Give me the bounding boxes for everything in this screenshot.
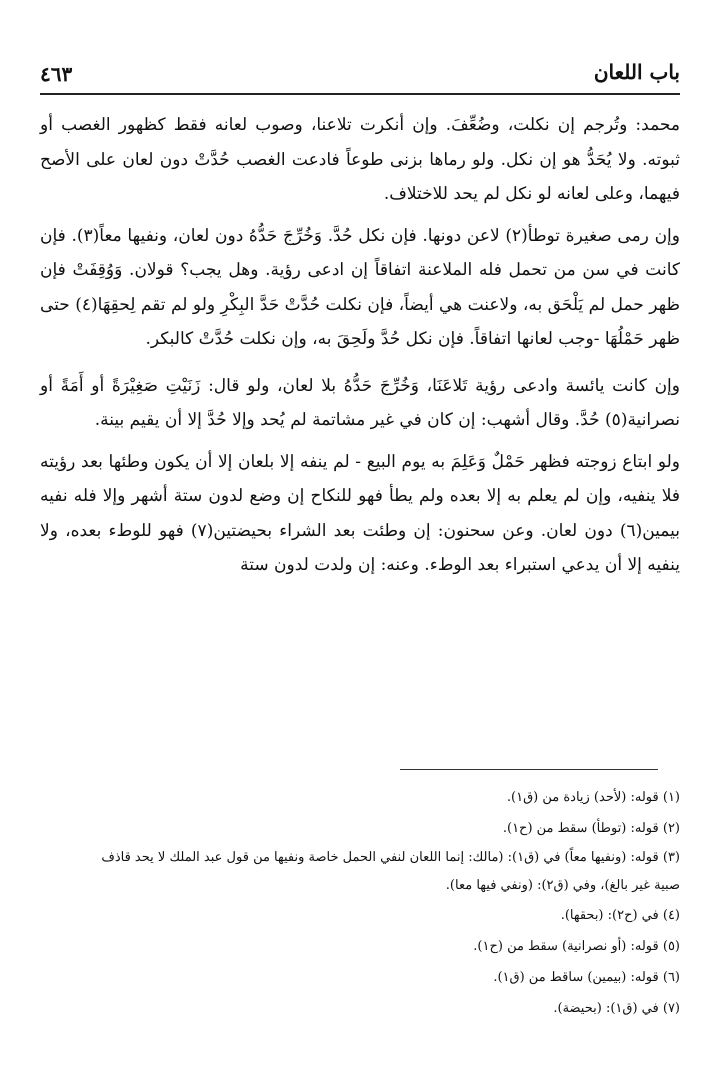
footnote: (١) قوله: (لأحد) زيادة من (ق١). (506, 790, 680, 805)
footnote: (٤) في (ح٢): (بحقها). (560, 908, 680, 923)
footnotes (40, 782, 680, 1024)
footnote: (٥) قوله: (أو نصرانية) سقط من (ح١). (473, 939, 680, 954)
page-header (40, 60, 680, 88)
footnote: (٢) قوله: (توطأ) سقط من (ح١). (502, 821, 680, 836)
main-text (40, 108, 680, 590)
page-number: ٤٦٣ (40, 62, 73, 86)
paragraph: وإن رمى صغيرة توطأ(٢) لاعن دونها. فإن نكل حُدَّ. وَخُرِّجَ حَدُّهُ دون لعان، ونفيها معاً(٣). فإن كانت في سن من تحمل فله الملاعنة اتفاقاً إن ادعى رؤية. وهل يجب؟ قولان. وَوُقِفَتْ فإن ظهر حمل لم يَلْحَق به، ولاعنت هي أيضاً، فإن نكلت حُدَّتْ حَدَّ البِكْرِ ولو لم تقم لِحقِهَا(٤) حتى ظهر حَمْلُهَا -وجب لعانها اتفاقاً. فإن نكل حُدَّ ولَحِقَ به، وإن نكلت حُدَّتْ كالبكر. (40, 225, 680, 349)
paragraph: وإن كانت يائسة وادعى رؤية تَلاعَنَا، وَخُرِّجَ حَدُّهُ بلا لعان، ولو قال: زَنَيْتِ صَغِيْرَةً أو أَمَةً أو نصرانية(٥) حُدَّ. وقال أشهب: إن كان في غير مشاتمة لم يُحد وإلا حُدَّ إلا أن يقيم بينة. (40, 375, 680, 430)
footnote: (٧) في (ق١): (بحيضة). (553, 1001, 680, 1016)
header-rule (40, 93, 680, 95)
footnote-continuation: صبية غير بالغ)، وفي (ق٢): (ونفي فيها معا). (445, 878, 680, 893)
footnote-separator (400, 769, 658, 770)
footnote: (٦) قوله: (بيمين) ساقط من (ق١). (493, 970, 680, 985)
paragraph: ولو ابتاع زوجته فظهر حَمْلٌ وَعَلِمَ به يوم البيع - لم ينفه إلا بلعان إلا أن يكون وطئها بعد رؤيته فلا ينفيه، وإن لم يعلم به إلا بعده ولم يطأ فهو للنكاح إن وضع لدون ستة أشهر وإلا فله نفيه بيمين(٦) دون لعان. وعن سحنون: إن وطئت بعد الشراء بحيضتين(٧) فهو للوطء بعده، ولا ينفيه إلا أن يدعي استبراء بعد الوطء. وعنه: إن ولدت لدون ستة (40, 451, 680, 575)
running-title: باب اللعان (593, 60, 680, 84)
paragraph: محمد: وتُرجم إن نكلت، وضُعِّفَ. وإن أنكرت تلاعنا، وصوب لعانه فقط كظهور الغصب أو ثبوته. ولا يُحَدُّ هو إن نكل. ولو رماها بزنى طوعاً فادعت الغصب حُدَّتْ دون لعان على الأصح فيهما، وعلى لعانه لو نكل لم يحد للاختلاف. (40, 115, 680, 204)
footnote: (٣) قوله: (ونفيها معاً) في (ق١): (مالك: إنما اللعان لنفي الحمل خاصة ونفيها من قول عبد الملك لا يحد قاذف (101, 850, 680, 865)
